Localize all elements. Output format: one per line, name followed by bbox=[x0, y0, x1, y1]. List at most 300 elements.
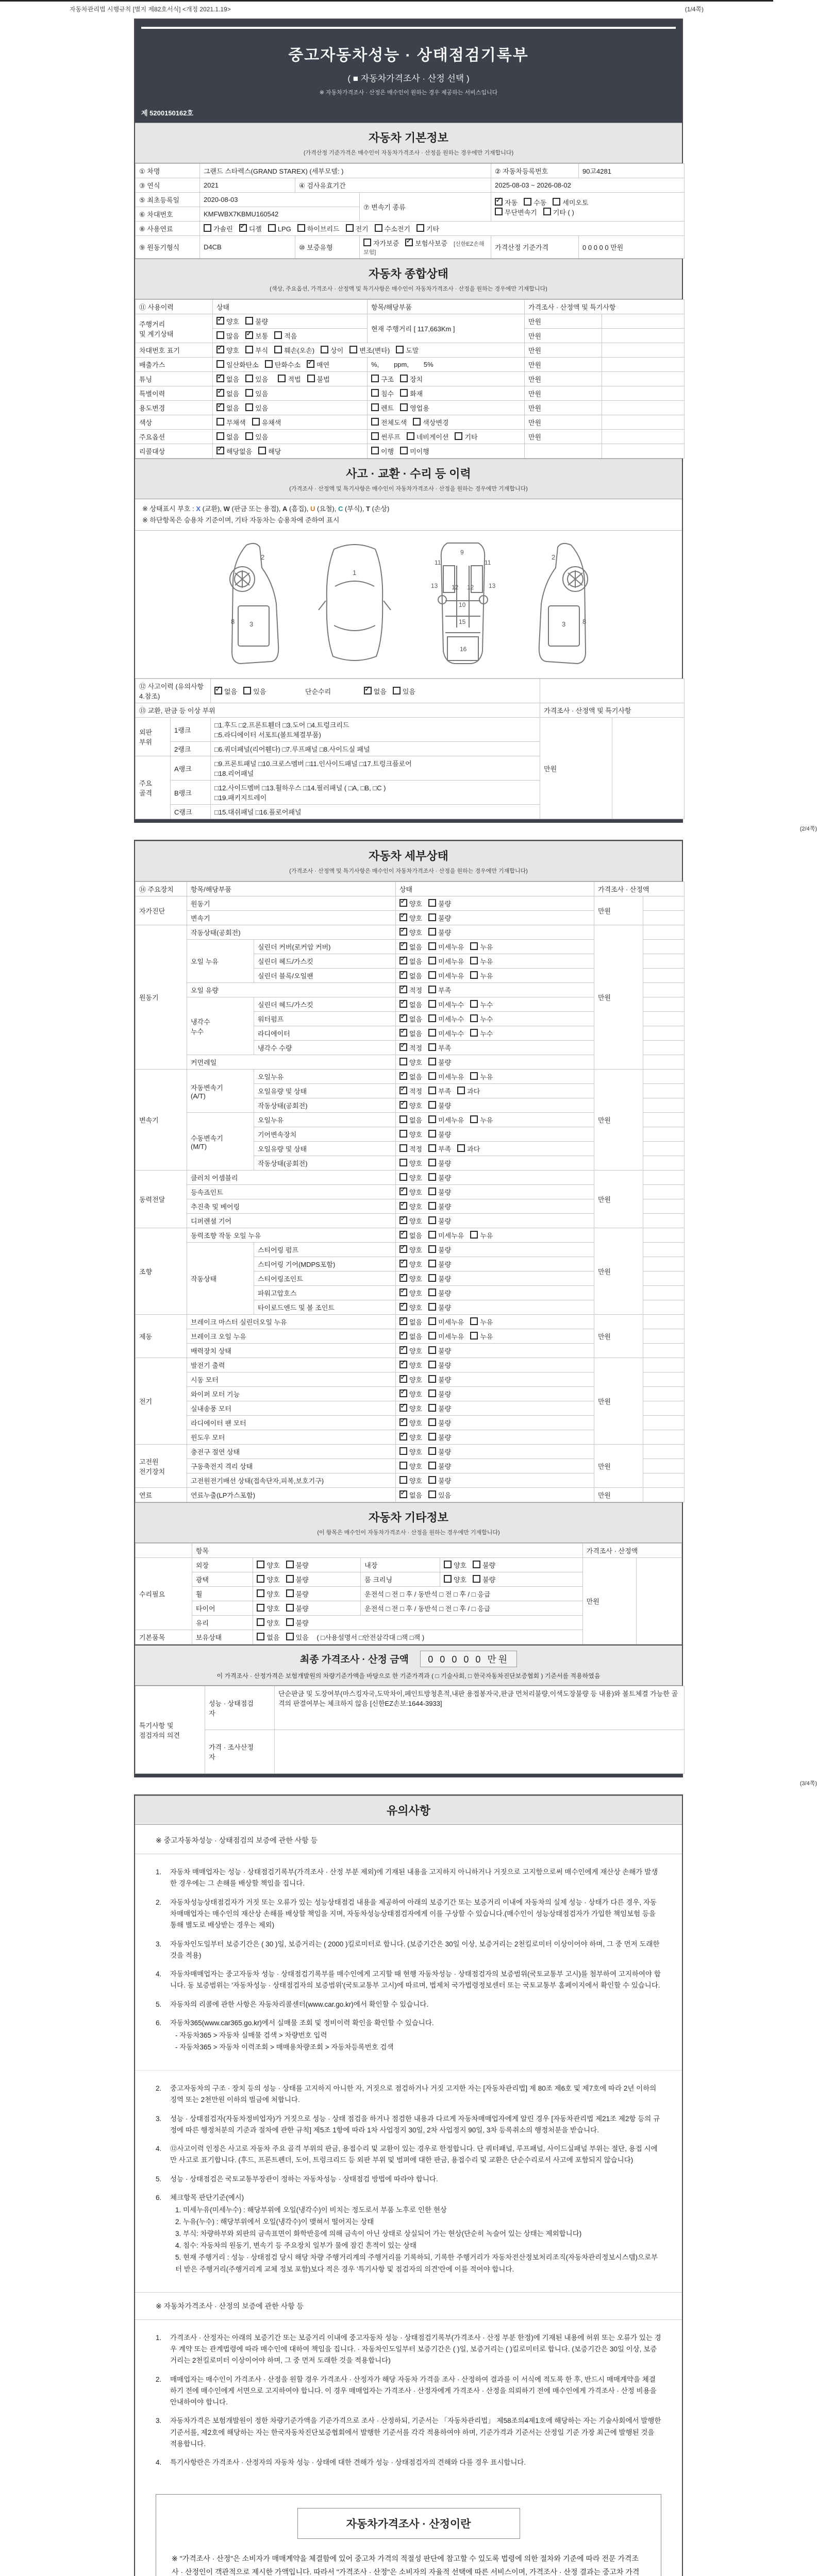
price-cell: 만원 bbox=[594, 896, 643, 925]
remark-cell bbox=[643, 997, 685, 1012]
option: ✓ 양호 bbox=[399, 1389, 422, 1399]
document-title: 중고자동차성능 · 상태점검기록부 bbox=[288, 47, 529, 64]
option: 불량 bbox=[428, 1476, 451, 1485]
option: 누유 bbox=[470, 1230, 493, 1240]
svg-text:8: 8 bbox=[582, 618, 586, 626]
checkbox-unchecked bbox=[297, 224, 305, 232]
option: 탄화수소 bbox=[265, 360, 301, 369]
notice-part2-list bbox=[135, 2320, 682, 2485]
option: 양호 bbox=[444, 1574, 466, 1584]
price-cell: 만원 bbox=[525, 329, 602, 343]
option: 불량 bbox=[428, 1432, 451, 1442]
item-label: 자동변속기 (A/T) bbox=[187, 1070, 254, 1113]
option: 과다 bbox=[457, 1144, 480, 1154]
remark-cell bbox=[643, 940, 685, 954]
accident-rank-table bbox=[135, 679, 682, 819]
option: 양호 bbox=[399, 1158, 422, 1168]
section-title: 자동차 기본정보 bbox=[369, 131, 448, 144]
subitem-label: 작동상태(공회전) bbox=[254, 1156, 396, 1171]
item-label: 충전구 절연 상태 bbox=[187, 1445, 396, 1459]
status-options bbox=[213, 401, 368, 415]
remark-cell bbox=[643, 1228, 685, 1243]
option: ✓ 없음 bbox=[399, 942, 422, 952]
checkbox-unchecked bbox=[428, 1332, 436, 1340]
status-options bbox=[396, 1243, 594, 1257]
device-group-label: 변속기 bbox=[136, 1070, 187, 1171]
option: 무채색 bbox=[216, 417, 246, 427]
notice-subitem: - 자동차365 > 자동차 실매물 검색 > 차량번호 입력 bbox=[175, 2031, 327, 2040]
opinions bbox=[135, 1686, 685, 1774]
price-cell: 만원 bbox=[540, 718, 612, 819]
option: ✓ 없음 bbox=[399, 956, 422, 966]
status-options bbox=[396, 1012, 594, 1026]
section-subtitle: (가격산정 기준가격은 매수인이 자동차가격조사 · 산정을 원하는 경우에만 기재합니다) bbox=[303, 150, 514, 156]
transmission-options bbox=[491, 193, 685, 222]
blank-cell bbox=[540, 679, 685, 703]
checkbox-unchecked bbox=[371, 403, 379, 411]
legend-code-A: A bbox=[282, 505, 288, 513]
option: 불량 bbox=[428, 1346, 451, 1355]
checkbox-unchecked bbox=[428, 942, 436, 950]
status-options bbox=[396, 1387, 594, 1401]
simple-repair-label: 단순수리 bbox=[305, 687, 331, 696]
opinion-text: 단순판금 및 도장여부(마스킹자국,도막차이,페인트방청흔적,내판 용접봉자국,판금 먼처리불량,이색도장불량 등 내용)와 볼트체결 가능한 골격의 판결여부는 체크하지 않음 [신한EZ손보:1644-3933] bbox=[275, 1686, 685, 1730]
subitem-label: 오일유량 및 상태 bbox=[254, 1084, 396, 1098]
item-cell bbox=[368, 401, 525, 415]
option: ✓ 적정 bbox=[399, 1043, 422, 1053]
checkbox-unchecked bbox=[257, 1575, 264, 1583]
col-header: 항목 bbox=[192, 1544, 582, 1558]
price-cell: 만원 bbox=[525, 372, 602, 386]
checkbox-unchecked bbox=[428, 1101, 436, 1109]
checkbox-unchecked bbox=[286, 1561, 294, 1568]
col-header: ⑪ 사용이력 bbox=[136, 300, 213, 314]
checkbox-unchecked bbox=[245, 317, 253, 325]
remark-cell bbox=[643, 1272, 685, 1286]
status-options bbox=[396, 1358, 594, 1372]
option: 부족 bbox=[428, 985, 451, 995]
section-accident bbox=[135, 459, 682, 499]
option: 변조(변타) bbox=[349, 345, 390, 355]
option: ✓ 없음 bbox=[399, 1230, 422, 1240]
option: 양호 bbox=[399, 1461, 422, 1471]
option: ✓ 없음 bbox=[216, 403, 239, 413]
checkbox-unchecked bbox=[428, 1188, 436, 1195]
remark-cell bbox=[602, 430, 685, 444]
option: ✓ 없음 bbox=[216, 388, 239, 398]
section-subtitle: (이 항목은 매수인이 자동차가격조사 · 산정을 원하는 경우에만 기재합니다) bbox=[317, 1530, 500, 1536]
checkbox-unchecked bbox=[265, 360, 273, 368]
checkbox-unchecked bbox=[245, 346, 253, 353]
option: 미이행 bbox=[400, 446, 429, 456]
page-marker-2: (2/4쪽) bbox=[799, 826, 817, 833]
checkbox-unchecked bbox=[470, 1332, 478, 1340]
status-options bbox=[396, 1070, 594, 1084]
col-header: 항목/해당부품 bbox=[187, 882, 396, 896]
option: 누유 bbox=[470, 1317, 493, 1327]
rank-parts: □1.후드 □2.프론트휀더 □3.도어 □4.트렁크리드 □5.라디에이터 서포트(볼트체결부품) bbox=[211, 718, 540, 742]
col-header: 항목/해당부품 bbox=[368, 300, 525, 314]
option: ✓ 양호 bbox=[399, 1259, 422, 1269]
price-cell: 만원 bbox=[525, 386, 602, 401]
section-title: 자동차 종합상태 bbox=[369, 267, 448, 280]
row-label: 차대번호 표기 bbox=[136, 343, 213, 358]
base-price-value: 0 0 0 0 0 만원 bbox=[579, 236, 685, 259]
svg-text:11: 11 bbox=[484, 559, 491, 567]
checkbox-unchecked bbox=[400, 375, 408, 382]
notice-item-text: 체크항목 판단기준(예시) 1. 미세누유(미세누수) : 해당부위에 오일(냉각수)이 비치는 정도로서 부품 노후로 인한 현상 2. 누유(누수) : 해당부위에서 오일(냉각수)이 맺혀서 떨어지는 상태 3. 부식: 차량하부와 외판의 금속표면이 화학반응에 의해 금속이 아닌 상태로 상실되어 가는 현상(단순히 녹슬어 있는 상태는 제외합니다) 4. 침수: 자동차의 원동기, 변속기 등 주요장치 일부가 물에 잠긴 흔적이 있는 상태 5. 현재 주행거리 : 성능 · 상태점검 당시 해당 차량 주행거리계의 주행거리를 기록하되, 기록한 주행거리가 자동차전산정보처리조직(자동차관리정보시스템)으로부터 받은 주행거리(주행거리계 교체 정보 포함)보다 적은 경우 '특기사항 및 점검자의 의견'란에 이를 적어야 합니다. bbox=[170, 2192, 661, 2276]
subitem-label: 실린더 헤드/가스킷 bbox=[254, 997, 396, 1012]
checkbox-unchecked bbox=[274, 331, 282, 339]
section-subtitle: (가격조사 · 산정액 및 특기사항은 매수인이 자동차가격조사 · 산정을 원하는 경우에만 기재합니다) bbox=[289, 486, 528, 492]
checkbox-checked bbox=[399, 1389, 407, 1397]
checkbox-unchecked bbox=[257, 1618, 264, 1626]
final-price-box bbox=[135, 1645, 682, 1686]
subitem-label: 파워고압호스 bbox=[254, 1286, 396, 1300]
checkbox-checked bbox=[216, 317, 224, 325]
option: 미세누유 bbox=[428, 1230, 464, 1240]
notice-item-text: 자동차인도일부터 보증기간은 ( 30 )일, 보증거리는 ( 2000 )킬로미터로 합니다. (보증기간은 30일 이상, 보증거리는 2천킬로미터 이상이어야 하며, 그 중 먼저 도래한 것을 적용) bbox=[170, 1940, 660, 1959]
notice-subitems bbox=[175, 2030, 434, 2054]
notice-item-text: 자동차가격은 보험개발원이 정한 차량기준가액을 기준가격으로 조사 · 산정하되, 기준서는 「자동차관리법」 제58조의4제1호에 해당하는 자는 기술사회에서 발행한 기준서를, 제2호에 해당하는 자는 한국자동차진단보증협회에서 발행한 기준서를 각각 적용하여야 하며, 기준가격과 기준서는 산정일 기준 가장 최근에 발행된 것을 적용합니다. bbox=[170, 2417, 661, 2448]
checkbox-checked bbox=[399, 986, 407, 993]
status-options bbox=[396, 1156, 594, 1171]
status-options bbox=[253, 1601, 361, 1616]
remark-cell bbox=[602, 415, 685, 430]
checkbox-checked bbox=[399, 942, 407, 950]
section-title: 자동차 세부상태 bbox=[369, 850, 448, 863]
option: 누유 bbox=[470, 1331, 493, 1341]
option: 불량 bbox=[428, 1259, 451, 1269]
checkbox-unchecked bbox=[407, 432, 414, 440]
status-options bbox=[213, 314, 368, 329]
option: 있음 bbox=[286, 1632, 309, 1642]
status-options bbox=[396, 1257, 594, 1272]
checkbox-unchecked bbox=[428, 1000, 436, 1008]
fuel-option: 전기 bbox=[346, 224, 369, 233]
checkbox-unchecked bbox=[473, 1561, 480, 1568]
notice-item bbox=[156, 1999, 661, 2010]
status-options bbox=[396, 1300, 594, 1315]
item-label: 냉각수 누수 bbox=[187, 997, 254, 1055]
price-cell: 만원 bbox=[582, 1558, 636, 1645]
notice-subitem: 5. 현재 주행거리 : 성능 · 상태점검 당시 해당 차량 주행거리계의 주행거리를 기록하되, 기록한 주행거리가 자동차전산정보처리조직(자동차관리정보시스템)으로부터 받은 주행거리(주행거리계 교체 정보 포함)보다 적은 경우 '특기사항 및 점검자의 의견'란에 이를 적어야 합니다. bbox=[175, 2253, 658, 2273]
option: ✓ 양호 bbox=[399, 1245, 422, 1255]
device-group-label: 자가진단 bbox=[136, 896, 187, 925]
notice-item-text: 매매업자는 매수인이 가격조사 · 산정을 원할 경우 가격조사 · 산정자가 해당 자동차 가격을 조사 · 산정하여 결과를 이 서식에 적도록 한 후, 반드시 매매계약을 체결하기 전에 매수인에게 서면으로 고지하여야 합니다. 이 경우 매매업자는 가격조사 · 산정자에게 가격조사 · 산정을 의뢰하기 전에 매수인에게 가격조사 · 산정 비용을 안내하여야 합니다. bbox=[170, 2375, 657, 2406]
checkbox-unchecked bbox=[428, 1144, 436, 1152]
field-label: 가격산정 기준가격 bbox=[491, 236, 579, 259]
status-options bbox=[396, 1098, 594, 1113]
option: 해당 bbox=[258, 446, 281, 456]
rule-reference: 자동차관리법 시행규칙 [별지 제82호서식] <개정 2021.1.19> bbox=[70, 6, 231, 13]
section-basic-info bbox=[135, 123, 682, 163]
notice-subitem: 3. 부식: 차량하부와 외판의 금속표면이 화학반응에 의해 금속이 아닌 상태로 상실되어 가는 현상(단순히 녹슬어 있는 상태는 제외합니다) bbox=[175, 2229, 582, 2238]
status-options bbox=[396, 1127, 594, 1142]
remark-cell bbox=[637, 1558, 682, 1645]
notice-body bbox=[135, 1825, 682, 2576]
option: 불량 bbox=[428, 1173, 451, 1182]
checkbox-checked bbox=[399, 1375, 407, 1383]
status-options bbox=[396, 1329, 594, 1344]
opinions-label: 특기사항 및 점검자의 의견 bbox=[136, 1686, 205, 1774]
option: 양호 bbox=[257, 1560, 279, 1570]
device-group-label: 조향 bbox=[136, 1228, 187, 1315]
notice-item-number: 5. bbox=[156, 2000, 162, 2008]
option: ✓ 없음 bbox=[399, 1072, 422, 1081]
option: 미세누유 bbox=[428, 1317, 464, 1327]
option: ✓ 적정 bbox=[399, 985, 422, 995]
price-cell: 만원 bbox=[594, 925, 643, 1070]
option: 불량 bbox=[428, 1360, 451, 1370]
inspection-period-value: 2025-08-03 ~ 2026-08-02 bbox=[491, 178, 685, 193]
item-cell bbox=[368, 415, 525, 430]
option: 유채색 bbox=[252, 417, 281, 427]
checkbox-checked bbox=[399, 1014, 407, 1022]
notice-item-text: 특기사항란은 가격조사 · 산정자의 자동차 성능 · 상태에 대한 견해가 성능 · 상태점검자의 견해와 다를 경우 표시합니다. bbox=[170, 2459, 526, 2467]
section-subtitle: (색상, 주요옵션, 가격조사 · 산정액 및 특기사항은 매수인이 자동차가격조사 · 산정을 원하는 경우에만 기재합니다) bbox=[270, 286, 547, 292]
option: ✓ 없음 bbox=[399, 1331, 422, 1341]
checkbox-unchecked bbox=[428, 1274, 436, 1282]
option: 이행 bbox=[371, 446, 394, 456]
section-comprehensive bbox=[135, 259, 682, 299]
checkbox-unchecked bbox=[470, 1072, 478, 1080]
svg-text:12: 12 bbox=[466, 584, 474, 591]
checkbox-unchecked bbox=[346, 224, 354, 232]
notice-item-number: 2. bbox=[156, 2084, 162, 2092]
svg-text:8: 8 bbox=[230, 618, 235, 626]
checkbox-unchecked bbox=[473, 1575, 480, 1583]
option: 불량 bbox=[245, 316, 268, 326]
page-marker-3: (3/4쪽) bbox=[799, 1781, 817, 1787]
subitem-label: 실린더 블록/오일팬 bbox=[254, 969, 396, 983]
notice-subitem: 2. 누유(누수) : 해당부위에서 오일(냉각수)이 맺혀서 떨어지는 상태 bbox=[175, 2218, 374, 2226]
legend-code-T: T bbox=[366, 505, 370, 513]
price-cell: 만원 bbox=[594, 1445, 643, 1488]
price-cell: 만원 bbox=[594, 1358, 643, 1445]
remark-cell bbox=[643, 1070, 685, 1084]
checkbox-checked bbox=[216, 346, 224, 353]
panel-group-label: 외판 부위 bbox=[136, 718, 171, 756]
position-options: 운전석 □ 전 □ 후 / 동반석 □ 전 □ 후 / □ 응급 bbox=[361, 1587, 583, 1601]
checkbox-unchecked bbox=[470, 1231, 478, 1239]
notice-item bbox=[156, 2374, 661, 2409]
checkbox-unchecked bbox=[428, 1014, 436, 1022]
option: 구조 bbox=[371, 374, 394, 384]
checkbox-unchecked bbox=[428, 1361, 436, 1368]
checkbox-unchecked bbox=[399, 1476, 407, 1484]
row-label: 리콜대상 bbox=[136, 444, 213, 459]
item-label: 외장 bbox=[192, 1558, 253, 1572]
detail-state bbox=[135, 882, 685, 1502]
remark-cell bbox=[643, 983, 685, 997]
col-header: ⑭ 주요장치 bbox=[136, 882, 187, 896]
item-cell: %, ppm, 5% bbox=[368, 358, 525, 372]
option: 미세누수 bbox=[428, 999, 464, 1009]
item-label: 클러치 어셈블리 bbox=[187, 1171, 396, 1185]
notice-item-text: 자동차 매매업자는 성능 · 상태점검기록부(가격조사 · 산정 부분 제외)에 기재된 내용을 고지하지 아니하거나 거짓으로 고지함으로써 매수인에게 재산상 손해가 발생한 경우에는 그 손해를 배상할 책임을 집니다. bbox=[170, 1868, 658, 1888]
document-subtitle: ( ■ 자동차가격조사 · 산정 선택 ) bbox=[347, 74, 470, 83]
checkbox-unchecked bbox=[286, 1633, 294, 1640]
document-topline bbox=[70, 5, 704, 13]
remark-cell bbox=[602, 444, 685, 459]
svg-text:13: 13 bbox=[488, 582, 495, 590]
option: ✓ 없음 bbox=[216, 374, 239, 384]
col-header bbox=[136, 1544, 192, 1558]
inspector-opinion-table bbox=[135, 1686, 682, 1774]
remark-cell bbox=[612, 718, 685, 819]
option: 썬루프 bbox=[371, 432, 401, 442]
item-label: 브레이크 마스터 실린더오일 누유 bbox=[187, 1315, 396, 1329]
remark-cell bbox=[643, 1300, 685, 1315]
option: 미세누수 bbox=[428, 1028, 464, 1038]
status-options bbox=[396, 925, 594, 940]
option: 네비게이션 bbox=[407, 432, 449, 442]
option: 누유 bbox=[470, 1072, 493, 1081]
opinion-text bbox=[275, 1730, 685, 1774]
checkbox-unchecked bbox=[286, 1604, 294, 1612]
item-label: 디퍼렌셜 기어 bbox=[187, 1214, 396, 1228]
option: 불량 bbox=[428, 1216, 451, 1226]
item-label: 룸 크리닝 bbox=[361, 1572, 440, 1587]
option: 불량 bbox=[428, 913, 451, 923]
notice-item bbox=[156, 2192, 661, 2276]
col-header: 가격조사 · 산정액 bbox=[582, 1544, 681, 1558]
svg-text:11: 11 bbox=[434, 559, 441, 567]
current-mileage: 현재 주행거리 [ 117,663Km ] bbox=[368, 314, 525, 343]
option: 불량 bbox=[428, 1447, 451, 1456]
status-options bbox=[396, 1372, 594, 1387]
notice-item bbox=[156, 2415, 661, 2450]
checkbox-unchecked bbox=[286, 1618, 294, 1626]
item-label: 내장 bbox=[361, 1558, 440, 1572]
item-label: 타이어 bbox=[192, 1601, 253, 1616]
option: 양호 bbox=[399, 1057, 422, 1067]
checkbox-unchecked bbox=[428, 1029, 436, 1037]
item-label: 구동축전지 격리 상태 bbox=[187, 1459, 396, 1473]
remark-cell bbox=[643, 1430, 685, 1445]
item-label: 배력장치 상태 bbox=[187, 1344, 396, 1358]
option: 적법 bbox=[278, 374, 301, 384]
document-note: ※ 자동차가격조사 · 산정은 매수인이 원하는 경우 제공하는 서비스입니다 bbox=[319, 90, 498, 96]
option: 불량 bbox=[428, 1100, 451, 1110]
section-title: 자동차 기타정보 bbox=[369, 1511, 448, 1524]
notice-part1b-list bbox=[135, 2070, 682, 2292]
svg-text:15: 15 bbox=[458, 618, 465, 626]
checkbox-checked bbox=[399, 1245, 407, 1253]
item-cell bbox=[368, 386, 525, 401]
notice-subitem: 1. 미세누유(미세누수) : 해당부위에 오일(냉각수)이 비치는 정도로서 부품 노후로 인한 현상 bbox=[175, 2206, 447, 2214]
rank-label: 1랭크 bbox=[171, 718, 211, 742]
subitem-label: 워터펌프 bbox=[254, 1012, 396, 1026]
panel-group-label: 주요 골격 bbox=[136, 756, 171, 819]
remark-cell bbox=[643, 1329, 685, 1344]
notice-item bbox=[156, 2018, 661, 2054]
checkbox-unchecked bbox=[428, 1043, 436, 1051]
item-label: 보유상태 bbox=[192, 1630, 253, 1645]
checkbox-unchecked bbox=[399, 1130, 407, 1138]
option: 불량 bbox=[428, 1201, 451, 1211]
basic-info-table bbox=[135, 163, 682, 259]
item-label: 와이퍼 모터 기능 bbox=[187, 1387, 396, 1401]
item-label: 광택 bbox=[192, 1572, 253, 1587]
price-header: 가격조사 · 산정액 및 특기사항 bbox=[540, 703, 685, 718]
checkbox-unchecked bbox=[258, 447, 266, 454]
status-options bbox=[253, 1616, 582, 1630]
option: 불량 bbox=[428, 1403, 451, 1413]
checkbox-unchecked bbox=[428, 1159, 436, 1166]
remark-cell bbox=[643, 1344, 685, 1358]
accident-history-options bbox=[211, 679, 540, 703]
document-number: 제 5200150162호 bbox=[141, 109, 194, 117]
option: ✓ 양호 bbox=[399, 1346, 422, 1355]
option: 없음 bbox=[399, 1115, 422, 1125]
fuel-option: LPG bbox=[268, 224, 291, 233]
option: 있음 bbox=[245, 388, 268, 398]
remark-cell bbox=[643, 1156, 685, 1171]
option: 양호 bbox=[257, 1618, 279, 1628]
transmission-option: 무단변속기 bbox=[495, 207, 537, 217]
remark-cell bbox=[643, 1171, 685, 1185]
checkbox-unchecked bbox=[257, 1589, 264, 1597]
price-cell: 만원 bbox=[594, 1070, 643, 1171]
item-label: 동력조향 작동 오일 누유 bbox=[187, 1228, 396, 1243]
option: ✓없음 bbox=[214, 686, 237, 696]
checkbox-unchecked bbox=[428, 1375, 436, 1383]
checkbox-unchecked bbox=[428, 1462, 436, 1469]
option: 미세누유 bbox=[428, 1331, 464, 1341]
option: 불량 bbox=[428, 1158, 451, 1168]
option: 불량 bbox=[473, 1560, 495, 1570]
item-label: 수동변속기 (M/T) bbox=[187, 1113, 254, 1171]
status-options bbox=[396, 1084, 594, 1098]
final-price-label: 최종 가격조사 · 산정 금액 bbox=[299, 1654, 409, 1666]
option: 불량 bbox=[428, 1418, 451, 1428]
notice-item-number: 6. bbox=[156, 2193, 162, 2201]
remark-cell bbox=[643, 925, 685, 940]
checkbox-checked bbox=[399, 1216, 407, 1224]
checkbox-unchecked bbox=[428, 913, 436, 921]
checkbox-checked bbox=[399, 1000, 407, 1008]
price-cell: 만원 bbox=[594, 1228, 643, 1315]
checkbox-unchecked bbox=[252, 418, 260, 426]
subitem-label: 오일누유 bbox=[254, 1070, 396, 1084]
checkbox-unchecked bbox=[399, 1115, 407, 1123]
svg-text:16: 16 bbox=[459, 646, 466, 653]
page-1-block bbox=[134, 19, 683, 823]
checkbox-unchecked bbox=[245, 432, 253, 440]
checkbox-checked bbox=[399, 1260, 407, 1267]
price-cell: 만원 bbox=[525, 401, 602, 415]
option: 누수 bbox=[470, 1028, 493, 1038]
checkbox-unchecked bbox=[470, 1317, 478, 1325]
field-label: ① 차명 bbox=[136, 164, 200, 178]
rank-header: ⑬ 교환, 판금 등 이상 부위 bbox=[136, 703, 540, 718]
field-label: ⑥ 차대번호 bbox=[136, 207, 200, 222]
device-group-label: 연료 bbox=[136, 1488, 187, 1502]
status-options bbox=[213, 343, 525, 358]
remark-cell bbox=[602, 343, 685, 358]
notice-subitem: 4. 침수: 자동차의 원동기, 변속기 등 주요장치 일부가 물에 잠긴 흔적이 있는 상태 bbox=[175, 2241, 417, 2249]
notice-item-number: 3. bbox=[156, 2417, 162, 2425]
option: ✓ 없음 bbox=[399, 1317, 422, 1327]
remark-cell bbox=[643, 1358, 685, 1372]
option: 적정 bbox=[399, 1144, 422, 1154]
checkbox-unchecked bbox=[268, 224, 276, 232]
checkbox-unchecked bbox=[428, 1418, 436, 1426]
notice-item-text: 자동차의 리콜에 관한 사항은 자동차리콜센터(www.car.go.kr)에서 확인할 수 있습니다. bbox=[170, 2000, 429, 2008]
status-options bbox=[440, 1558, 582, 1572]
